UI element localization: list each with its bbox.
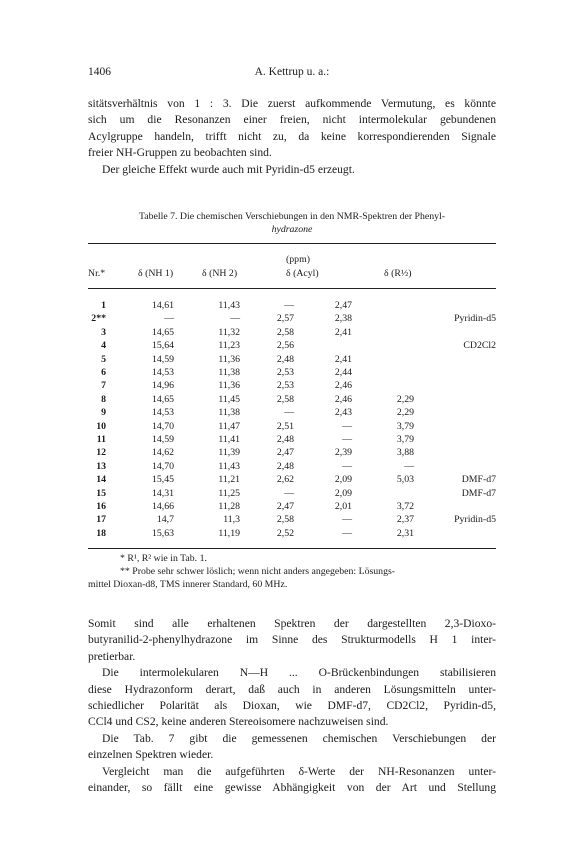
- table-row: [88, 488, 496, 500]
- cell-nh1: 14,31: [151, 487, 174, 499]
- table-row: [88, 354, 496, 366]
- text-line: Somit sind alle erhaltenen Spektren der dargestellten 2,3-Dioxo-: [88, 617, 496, 630]
- table-top-rule: [88, 243, 496, 244]
- cell-acyl-2: 2,47: [334, 300, 352, 311]
- table-row: [88, 447, 496, 459]
- text-line: sich um die Resonanzen einer freien, nicht intermolekular gebundenen: [88, 113, 496, 127]
- cell-acyl-2: —: [342, 527, 352, 539]
- text-line: einander, so fällt eine gewisse Abhängigkeit von der Art und Stellung: [88, 780, 496, 794]
- cell-nh2: 11,47: [218, 420, 240, 432]
- table-row: [88, 380, 496, 392]
- unit-label: (ppm): [286, 254, 310, 265]
- cell-nh2: 11,19: [218, 527, 240, 539]
- cell-nh2: 11,32: [218, 326, 240, 338]
- running-title: A. Kettrup u. a.:: [254, 66, 330, 78]
- table-row: [88, 300, 496, 312]
- table-body: [88, 300, 496, 544]
- cell-nh2: 11,43: [218, 460, 240, 472]
- cell-nh1: 15,45: [151, 474, 174, 486]
- footnote: * R¹, R² wie in Tab. 1.: [120, 553, 207, 564]
- text-line: Acylgruppe handeln, trifft nicht zu, da keine korrespondierenden Signale: [88, 129, 496, 143]
- table-row: [88, 528, 496, 540]
- row-number: 6: [101, 367, 106, 378]
- text-line: Der gleiche Effekt wurde auch mit Pyridin-d5 erzeugt.: [102, 162, 355, 176]
- cell-nh2: 11,38: [218, 367, 240, 378]
- cell-acyl-2: 2,43: [334, 407, 352, 419]
- cell-solvent: DMF-d7: [461, 487, 496, 499]
- paragraph-bottom: [88, 616, 496, 796]
- table-bottom-rule: [88, 548, 496, 549]
- cell-acyl-1: 2,48: [276, 460, 294, 472]
- cell-r: 3,72: [396, 501, 414, 512]
- cell-r: 2,31: [396, 527, 414, 539]
- cell-acyl-2: 2,41: [334, 326, 352, 338]
- text-line: einzelnen Spektren wieder.: [88, 748, 214, 762]
- cell-nh1: 14,65: [151, 326, 174, 338]
- cell-acyl-1: 2,47: [276, 501, 294, 512]
- cell-solvent: CD2Cl2: [463, 340, 496, 352]
- row-number: 10: [96, 420, 106, 432]
- cell-r: 3,79: [396, 420, 414, 432]
- cell-nh1: 14,7: [156, 514, 174, 526]
- cell-acyl-1: 2,57: [276, 313, 294, 325]
- cell-nh1: 14,62: [151, 447, 174, 459]
- cell-acyl-2: —: [342, 420, 352, 432]
- cell-solvent: Pyridin-d5: [454, 313, 496, 325]
- cell-nh1: 14,53: [151, 407, 174, 419]
- text-line: freier NH-Gruppen zu beobachten sind.: [88, 146, 272, 160]
- table-row: [88, 434, 496, 446]
- column-header-nh2: δ (NH 2): [202, 268, 238, 279]
- cell-acyl-1: —: [284, 407, 294, 419]
- paragraph-top: [88, 96, 496, 178]
- cell-acyl-1: 2,52: [276, 527, 294, 539]
- table-caption-line: hydrazone: [271, 224, 313, 235]
- text-line: Vergleicht man die aufgeführten δ-Werte der NH-Resonanzen unter-: [102, 764, 496, 778]
- cell-nh1: 14,65: [151, 393, 174, 405]
- cell-nh2: 11,28: [218, 501, 240, 512]
- cell-acyl-2: 2,46: [334, 393, 352, 405]
- cell-r: 5,03: [396, 474, 414, 486]
- column-header-r: δ (R½): [384, 268, 412, 279]
- table-row: [88, 461, 496, 473]
- cell-nh1: 14,70: [151, 420, 174, 432]
- text-line: Die intermolekularen N—H ... O-Brückenbindungen stabilisieren: [102, 666, 496, 680]
- cell-acyl-1: 2,53: [276, 380, 294, 392]
- table-row: [88, 340, 496, 352]
- cell-nh2: 11,45: [218, 393, 240, 405]
- cell-acyl-2: 2,09: [334, 487, 352, 499]
- cell-acyl-1: 2,58: [276, 326, 294, 338]
- row-number: 16: [96, 501, 106, 512]
- cell-acyl-2: 2,01: [334, 501, 352, 512]
- cell-solvent: DMF-d7: [461, 474, 496, 486]
- cell-acyl-2: —: [342, 434, 352, 445]
- cell-nh2: 11,36: [218, 353, 240, 365]
- cell-nh2: 11,36: [218, 380, 240, 392]
- cell-acyl-1: —: [284, 487, 294, 499]
- table-row: [88, 421, 496, 433]
- cell-acyl-2: 2,38: [334, 313, 352, 325]
- row-number: 11: [96, 434, 106, 445]
- cell-r: 2,29: [396, 393, 414, 405]
- table-row: [88, 407, 496, 419]
- cell-acyl-2: 2,46: [334, 380, 352, 392]
- table-row: [88, 367, 496, 379]
- table-caption-line: Tabelle 7. Die chemischen Verschiebungen in den NMR-Spektren der Phenyl-: [138, 211, 446, 222]
- table-row: [88, 394, 496, 406]
- cell-nh1: 14,53: [151, 367, 174, 378]
- cell-acyl-2: 2,39: [334, 447, 352, 459]
- row-number: 1: [101, 300, 106, 311]
- cell-r: 2,29: [396, 407, 414, 419]
- cell-nh2: 11,39: [218, 447, 240, 459]
- cell-acyl-2: 2,09: [334, 474, 352, 486]
- cell-nh2: 11,21: [218, 474, 240, 486]
- cell-acyl-2: —: [342, 514, 352, 526]
- page-number: 1406: [88, 66, 111, 78]
- text-line: butyranilid-2-phenylhydrazone im Sinne des Strukturmodells H 1 inter-: [88, 633, 496, 647]
- cell-acyl-1: 2,58: [276, 393, 294, 405]
- cell-acyl-1: 2,56: [276, 340, 294, 352]
- row-number: 8: [101, 393, 106, 405]
- cell-nh2: 11,23: [218, 340, 240, 352]
- column-header-nh1: δ (NH 1): [138, 268, 174, 279]
- table-header-rule: [88, 288, 496, 289]
- cell-nh1: 15,63: [151, 527, 174, 539]
- cell-nh1: 14,70: [151, 460, 174, 472]
- cell-nh2: 11,3: [223, 514, 240, 526]
- cell-acyl-1: 2,62: [276, 474, 294, 486]
- table-footnotes: [88, 552, 496, 591]
- table-row: [88, 474, 496, 486]
- column-header-nr: Nr.*: [88, 268, 106, 279]
- table-header: [88, 254, 496, 284]
- cell-acyl-1: 2,53: [276, 367, 294, 378]
- row-number: 3: [101, 326, 106, 338]
- cell-r: —: [404, 460, 414, 472]
- cell-acyl-1: 2,48: [276, 353, 294, 365]
- cell-acyl-1: 2,51: [276, 420, 294, 432]
- row-number: 2**: [91, 313, 106, 325]
- cell-nh2: 11,25: [218, 487, 240, 499]
- cell-acyl-2: —: [342, 460, 352, 472]
- cell-acyl-2: 2,44: [334, 367, 352, 378]
- cell-r: 3,88: [396, 447, 414, 459]
- row-number: 9: [101, 407, 106, 419]
- text-line: Die Tab. 7 gibt die gemessenen chemischen Verschiebungen der: [102, 731, 496, 745]
- row-number: 12: [96, 447, 106, 459]
- text-line: sitätsverhältnis von 1 : 3. Die zuerst aufkommende Vermutung, es könnte: [88, 97, 496, 110]
- cell-nh2: 11,38: [218, 407, 240, 419]
- row-number: 15: [96, 487, 106, 499]
- row-number: 5: [101, 353, 106, 365]
- cell-acyl-1: 2,48: [276, 434, 294, 445]
- cell-r: 2,37: [396, 514, 414, 526]
- row-number: 13: [96, 460, 106, 472]
- row-number: 14: [96, 474, 106, 486]
- cell-nh1: 14,61: [151, 300, 174, 311]
- cell-nh2: 11,43: [218, 300, 240, 311]
- cell-nh1: —: [164, 313, 174, 325]
- row-number: 4: [101, 340, 106, 352]
- row-number: 17: [96, 514, 106, 526]
- cell-r: 3,79: [396, 434, 414, 445]
- text-line: pretierbar.: [88, 649, 136, 663]
- text-line: CCl4 und CS2, keine anderen Stereoisomere nachzuweisen sind.: [88, 715, 389, 729]
- cell-nh2: —: [230, 313, 240, 325]
- row-number: 18: [96, 527, 106, 539]
- footnote: mittel Dioxan-d8, TMS innerer Standard, 60 MHz.: [88, 579, 288, 590]
- table-row: [88, 501, 496, 513]
- cell-acyl-2: 2,41: [334, 353, 352, 365]
- cell-acyl-1: —: [284, 300, 294, 311]
- table-row: [88, 327, 496, 339]
- cell-nh1: 14,59: [151, 434, 174, 445]
- page-header: [88, 66, 496, 82]
- cell-nh1: 14,59: [151, 353, 174, 365]
- table-caption: [88, 210, 496, 236]
- table-row: [88, 514, 496, 526]
- table-row: [88, 313, 496, 325]
- cell-acyl-1: 2,58: [276, 514, 294, 526]
- cell-nh1: 15,64: [151, 340, 174, 352]
- text-line: schiedlicher Polarität als Dioxan, wie DMF-d7, CD2Cl2, Pyridin-d5,: [88, 698, 496, 712]
- column-header-acyl: δ (Acyl): [286, 268, 319, 279]
- footnote: ** Probe sehr schwer löslich; wenn nicht anders angegeben: Lösungs-: [120, 566, 396, 577]
- cell-nh1: 14,66: [151, 501, 174, 512]
- cell-solvent: Pyridin-d5: [454, 514, 496, 526]
- text-line: diese Hydrazonform derart, daß auch in anderen Lösungsmitteln unter-: [88, 682, 496, 696]
- cell-acyl-1: 2,47: [276, 447, 294, 459]
- cell-nh2: 11,41: [218, 434, 240, 445]
- cell-nh1: 14,96: [151, 380, 174, 392]
- row-number: 7: [101, 380, 106, 392]
